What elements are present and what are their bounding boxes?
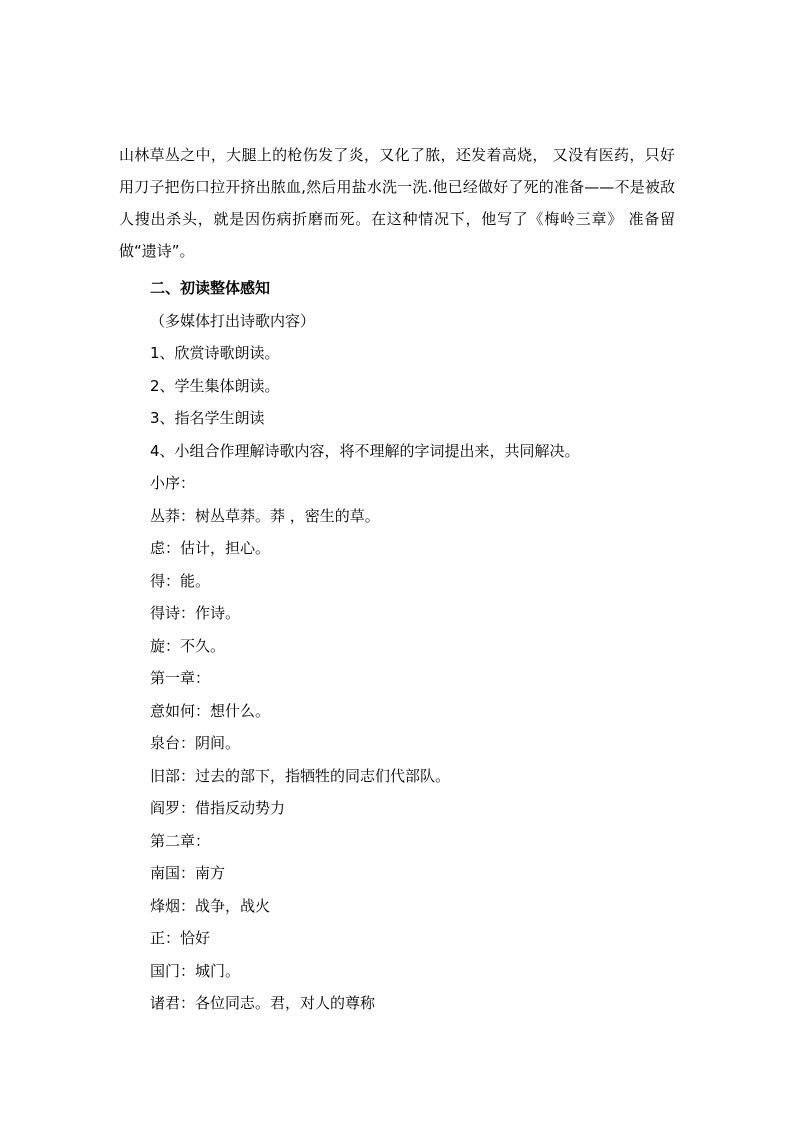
list-item: 南国：南方 [150,864,226,882]
list-item: 国门：城门。 [150,961,241,980]
list-item: 阎罗：借指反动势力 [150,799,286,817]
list-item: 正：恰好 [150,929,211,947]
list-item: 得诗：作诗。 [150,604,241,622]
section-heading: 二、初读整体感知 [150,279,271,297]
list-item: 旋：不久。 [150,636,226,655]
list-item: 第二章： [150,831,211,850]
list-item: 第一章： [150,669,211,687]
list-item: 2、学生集体朗读。 [150,376,280,395]
intro-paragraph: 山林草丛之中，大腿上的枪伤发了炎，又化了脓，还发着高烧， 又没有医药，只好用刀子把伤口拉开挤出脓血,然后用盐水洗一洗.他已经做好了死的准备——不是被敌人搜出杀头，就是因伤病折磨而死。在这种情况下，他写了《梅岭三章》 准备留做“遗诗”。 [119,146,675,260]
list-item: 3、指名学生朗读 [150,409,265,427]
list-item: 小序： [150,474,196,492]
content-list [150,272,580,1020]
list-item: 旧部：过去的部下，指牺牲的同志们代部队。 [150,766,451,785]
list-item: 4、小组合作理解诗歌内容，将不理解的字词提出来，共同解决。 [150,441,580,460]
list-item: （多媒体打出诗歌内容） [150,311,316,330]
list-item: 虑：估计，担心。 [150,539,271,557]
list-item: 泉台：阴间。 [150,734,241,752]
list-item: 丛莽：树丛草莽。莽 ，密生的草。 [150,506,380,525]
list-item: 诸君：各位同志。君，对人的尊称 [150,994,376,1012]
list-item: 意如何：想什么。 [150,701,271,720]
list-item: 1、欣赏诗歌朗读。 [150,344,280,362]
list-item: 烽烟：战争，战火 [150,896,271,915]
list-item: 得：能。 [150,571,211,590]
